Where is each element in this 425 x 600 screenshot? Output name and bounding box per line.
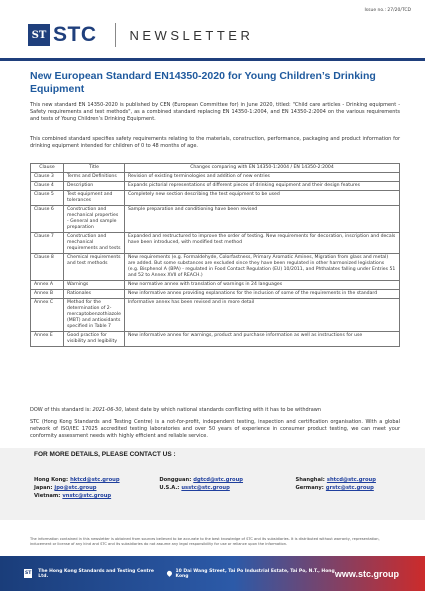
stc-description: STC (Hong Kong Standards and Testing Centre) is a not-for-profit, independent testing, inspection and certification organisation. With a global network of ISO/IEC 17025 accredited testing laboratories and over 50 years of experience in consumer product testing, we can meet your conformity assessment needs with highly efficient and reliable service. xyxy=(30,419,400,439)
changes-cell: Expanded and restructured to improve the order of testing. New requirements for decoration, inscription and decals have been introduced, with modified test method xyxy=(124,233,399,254)
clause-cell: Clause 3 xyxy=(31,173,64,182)
title-cell: Construction and mechanical requirements and tests xyxy=(64,233,125,254)
email-link-japan[interactable]: jpo@stc.group xyxy=(54,485,97,491)
contact-dongguan xyxy=(159,476,295,484)
changes-cell: New informative annex providing explanations for the inclusion of some of the requirements in the standard xyxy=(124,290,399,299)
table-row xyxy=(31,254,400,281)
intro-paragraph-2: This combined standard specifies safety requirements relating to the materials, construction, performance, packaging and product information for drinking equipment intended for children of 0 to 48 months of age. xyxy=(30,136,400,149)
location-pin-icon xyxy=(166,570,173,577)
clause-cell: Annex B xyxy=(31,290,64,299)
title-cell: Construction and mechanical properties - General and sample preparation xyxy=(64,206,125,233)
title-cell: Chemical requirements and test methods xyxy=(64,254,125,281)
clause-cell: Clause 7 xyxy=(31,233,64,254)
clause-cell: Annex E xyxy=(31,332,64,347)
issue-number: Issue no.: 27/20/TCD xyxy=(364,8,411,13)
title-cell: Good practice for visibility and legibility xyxy=(64,332,125,347)
table-row xyxy=(31,191,400,206)
contact-label: Vietnam: xyxy=(34,493,61,499)
table-header-row xyxy=(31,164,400,173)
table-row xyxy=(31,182,400,191)
changes-table xyxy=(30,163,400,347)
disclaimer: The information contained in this newsletter is obtained from sources believed to be accurate to the best knowledge of STC and its subsidiaries. It is distributed without warranty, representation, inducement or license of any kind and STC and its subsidiaries do not assume any legal responsibility for use or reliance upon the information. xyxy=(30,537,380,546)
contact-row xyxy=(34,484,404,492)
clause-cell: Annex A xyxy=(31,281,64,290)
contact-label: Shanghai: xyxy=(295,477,325,483)
email-link-dongguan[interactable]: dgtcd@stc.group xyxy=(193,477,244,483)
email-link-usa[interactable]: usstc@stc.group xyxy=(181,485,230,491)
email-link-shanghai[interactable]: shtcd@stc.group xyxy=(326,477,376,483)
title-bar xyxy=(0,58,425,61)
table-row xyxy=(31,233,400,254)
intro-paragraph-1: This new standard EN 14350-2020 is published by CEN (European Committee for) in June 2020, titled: "Child care articles - Drinking equipment - Safety requirements and test methods", as a combined standard replacing EN 14350-1:2004, and EN 14350-2:2004 on the various requirements and tests of Young Children’s Drinking Equipment. xyxy=(30,102,400,122)
clause-cell: Clause 4 xyxy=(31,182,64,191)
title-cell: Warnings xyxy=(64,281,125,290)
changes-cell: Completely new section describing the test equipment to be used xyxy=(124,191,399,206)
header-divider xyxy=(115,23,116,47)
dow-suffix: , latest date by which national standards conflicting with it has to be withdrawn xyxy=(121,407,322,413)
dow-statement xyxy=(30,407,400,414)
clause-cell: Clause 8 xyxy=(31,254,64,281)
contact-japan xyxy=(34,484,159,492)
table-row xyxy=(31,299,400,332)
clause-cell: Clause 6 xyxy=(31,206,64,233)
table-row xyxy=(31,281,400,290)
changes-cell: New informative annex for warnings, product and purchase information as well as instructions for use xyxy=(124,332,399,347)
contact-label: Germany: xyxy=(295,485,324,491)
clause-cell: Annex C xyxy=(31,299,64,332)
footer-company-name: The Hong Kong Standards and Testing Centre Ltd. xyxy=(38,568,154,579)
contact-label: Hong Kong: xyxy=(34,477,69,483)
table-row xyxy=(31,206,400,233)
email-link-hong-kong[interactable]: hktcd@stc.group xyxy=(70,477,120,483)
contact-list xyxy=(34,476,404,500)
email-link-vietnam[interactable]: vnstc@stc.group xyxy=(62,493,112,499)
table-row xyxy=(31,290,400,299)
title-cell: Test equipment and tolerances xyxy=(64,191,125,206)
article-title: New European Standard EN14350-2020 for Young Children’s Drinking Equipment xyxy=(30,70,376,95)
footer-address: 10 Dai Wang Street, Tai Po Industrial Estate, Tai Po, N.T., Hong Kong xyxy=(175,568,335,579)
title-cell: Terms and Definitions xyxy=(64,173,125,182)
contact-heading: FOR MORE DETAILS, PLEASE CONTACT US : xyxy=(34,451,176,458)
stc-logo-mark: ST xyxy=(28,24,50,46)
newsletter-title: NEWSLETTER xyxy=(129,27,254,43)
clause-cell: Clause 5 xyxy=(31,191,64,206)
stc-logo-text: STC xyxy=(53,23,97,46)
contact-germany xyxy=(295,484,404,492)
changes-cell: Informative annex has been revised and in more detail xyxy=(124,299,399,332)
contact-hong-kong xyxy=(34,476,159,484)
title-cell: Description xyxy=(64,182,125,191)
website-link[interactable]: www.stc.group xyxy=(334,568,400,579)
table-row xyxy=(31,332,400,347)
changes-cell: Sample preparation and conditioning have been revised xyxy=(124,206,399,233)
footer-bar xyxy=(0,556,425,591)
header-changes: Changes comparing with EN 14350-1:2004 / EN 14350-2:2004 xyxy=(124,164,399,173)
footer-logo-icon: ST xyxy=(24,571,32,576)
contact-label: Dongguan: xyxy=(159,477,192,483)
dow-prefix: DOW of this standard is: xyxy=(30,407,93,413)
contact-row xyxy=(34,476,404,484)
contact-label: U.S.A.: xyxy=(159,485,180,491)
header-title: Title xyxy=(64,164,125,173)
contact-usa xyxy=(159,484,295,492)
header-clause: Clause xyxy=(31,164,64,173)
title-cell: Rationales xyxy=(64,290,125,299)
contact-vietnam xyxy=(34,492,161,500)
changes-cell: New requirements (e.g. Formaldehyde, Colorfastness, Primary Aromatic Amines, Migration from glass and metal) are added. But some substances are excluded since they have been regulated in other harmonized legislations (e.g. Bisphenol A (BPA) - regulated in Food Contact Regulation (EU) 10/2011, and Phthalates falling under Entries 51 and 52 to Annex XVII of REACH.) xyxy=(124,254,399,281)
changes-cell: New normative annex with translation of warnings in 24 languages xyxy=(124,281,399,290)
contact-shanghai xyxy=(295,476,404,484)
contact-label: Japan: xyxy=(34,485,53,491)
title-cell: Method for the determination of 2-mercaptobenzothiazole (MBT) and antioxidants specified in Table 7 xyxy=(64,299,125,332)
contact-row xyxy=(34,492,404,500)
changes-cell: Expands pictorial representations of different pieces of drinking equipment and their design features xyxy=(124,182,399,191)
stc-logo xyxy=(28,24,97,46)
changes-cell: Revision of existing terminologies and addition of new entries xyxy=(124,173,399,182)
email-link-germany[interactable]: grstc@stc.group xyxy=(325,485,374,491)
dow-date: 2021-06-30 xyxy=(92,407,122,413)
table-row xyxy=(31,173,400,182)
newsletter-header xyxy=(28,22,408,48)
